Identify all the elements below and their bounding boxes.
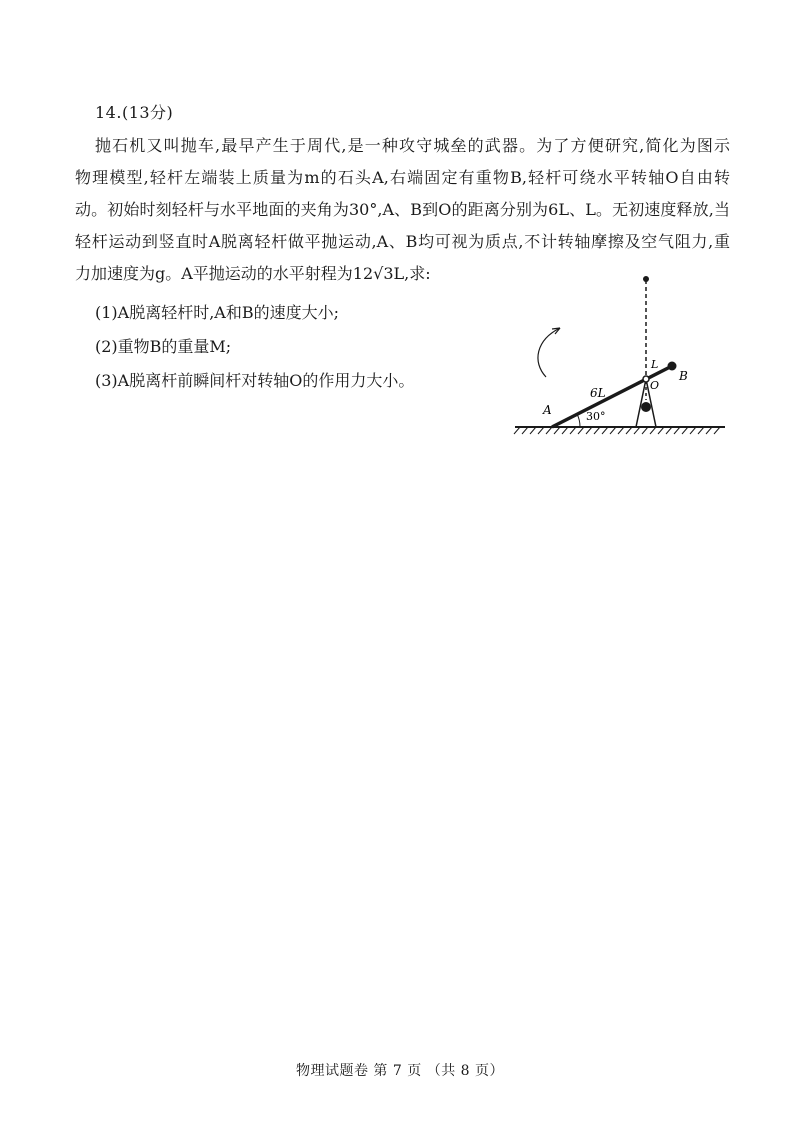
stem-line: 动。初始时刻轻杆与水平地面的夹角为30°,A、B到O的距离分别为6L、L。无初速度释放,当 bbox=[75, 200, 730, 219]
angle-arc bbox=[577, 414, 580, 427]
trebuchet-diagram bbox=[510, 270, 730, 440]
stem-line: 抛石机又叫抛车,最早产生于周代,是一种攻守城垒的武器。为了方便研究,简化为图示 bbox=[95, 136, 730, 155]
final-position-A-dot bbox=[643, 276, 649, 282]
pivot-O bbox=[643, 376, 649, 382]
final-position-B-ball bbox=[641, 402, 651, 412]
label-O: O bbox=[650, 379, 660, 392]
question-number: 14.(13分) bbox=[95, 103, 174, 122]
stem-line: 轻杆运动到竖直时A脱离轻杆做平抛运动,A、B均可视为质点,不计转轴摩擦及空气阻力,重 bbox=[75, 232, 730, 251]
rotation-arrowhead bbox=[552, 328, 560, 334]
sub-question-3: (3)A脱离杆前瞬间杆对转轴O的作用力大小。 bbox=[95, 371, 415, 390]
label-L: L bbox=[651, 358, 659, 371]
ground-hatching bbox=[514, 427, 720, 434]
label-6L: 6L bbox=[590, 386, 606, 400]
label-A: A bbox=[543, 403, 552, 417]
stem-line: 力加速度为g。A平抛运动的水平射程为12√3L,求: bbox=[75, 264, 431, 283]
heavy-object-B bbox=[668, 362, 677, 371]
sub-question-1: (1)A脱离轻杆时,A和B的速度大小; bbox=[95, 303, 340, 322]
label-angle: 30° bbox=[586, 410, 606, 423]
label-B: B bbox=[679, 369, 688, 383]
page-footer: 物理试题卷 第 7 页 （共 8 页） bbox=[295, 1063, 504, 1079]
stem-line: 物理模型,轻杆左端装上质量为m的石头A,右端固定有重物B,轻杆可绕水平转轴O自由转 bbox=[75, 168, 730, 187]
question-stem bbox=[75, 130, 730, 290]
sub-question-2: (2)重物B的重量M; bbox=[95, 337, 232, 356]
rotation-arrow bbox=[538, 328, 560, 377]
